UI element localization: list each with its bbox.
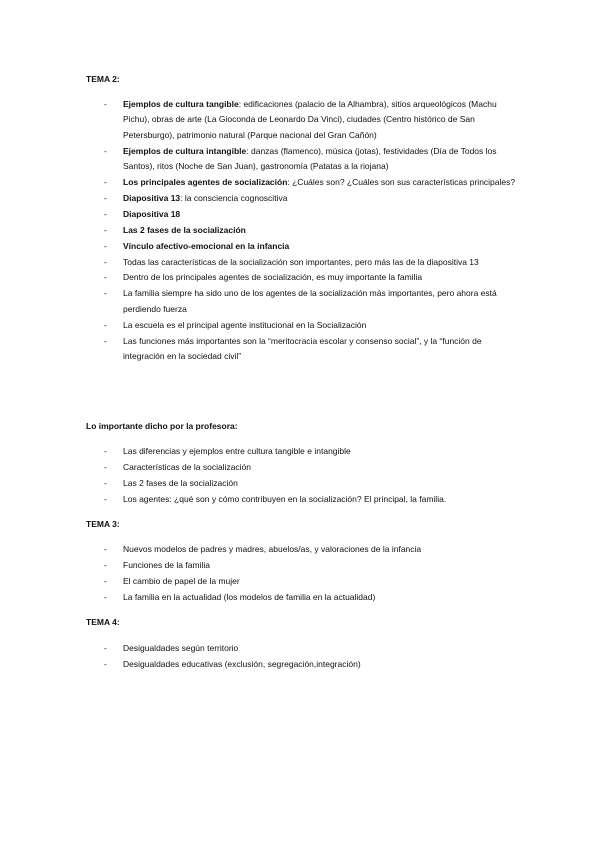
- item-text: Todas las características de la socialización son importantes, pero más las de la diapositiva 13: [123, 256, 479, 267]
- list-item: - Los agentes: ¿qué son y cómo contribuyen en la socialización? El principal, la familia.: [104, 492, 516, 507]
- list-item: - Características de la socialización: [104, 460, 516, 475]
- item-text: : ¿Cuáles son? ¿Cuáles son sus características principales?: [287, 177, 516, 188]
- importante-list: [104, 444, 516, 508]
- tema2-heading: TEMA 2:: [86, 74, 120, 84]
- item-bold-text: Las 2 fases de la socialización: [123, 224, 246, 235]
- tema4-heading: TEMA 4:: [86, 617, 120, 627]
- list-item: - Desigualdades educativas (exclusión, segregación,integración): [104, 657, 516, 672]
- list-item: - Las 2 fases de la socialización: [104, 476, 516, 491]
- item-text: : edificaciones (palacio de la Alhambra), sitios arqueológicos (Machu Pichu), obras de arte (La Gioconda de Leonardo Da Vinci), ciudades (Centro histórico de San Petersburgo), patrimonio natural (Parque nacional del Gran Cañón): [123, 99, 497, 140]
- tema3-heading: TEMA 3:: [86, 519, 120, 529]
- list-item: [104, 191, 516, 206]
- item-text: La familia siempre ha sido uno de los agentes de la socialización más importantes, pero ahora está perdiendo fuerza: [123, 288, 497, 314]
- list-item: [104, 286, 516, 317]
- item-bold-text: Los principales agentes de socialización: [123, 177, 288, 188]
- item-text: La escuela es el principal agente institucional en la Socialización: [123, 319, 367, 330]
- tema2-list: [104, 97, 516, 365]
- list-item: - El cambio de papel de la mujer: [104, 574, 516, 589]
- list-item: [104, 239, 516, 254]
- list-item: [104, 144, 516, 175]
- item-bold-text: Ejemplos de cultura intangible: [123, 145, 247, 156]
- item-text: : danzas (flamenco), música (jotas), festividades (Día de Todos los Santos), ritos (Noche de San Juan), gastronomía (Patatas a la riojana): [123, 145, 497, 172]
- item-text: : la consciencia cognoscitiva: [180, 192, 288, 203]
- item-text: Dentro de los principales agentes de socialización, es muy importante la familia: [123, 272, 423, 283]
- list-item: - Desigualdades según territorio: [104, 641, 516, 656]
- list-item: - La familia en la actualidad (los modelos de familia en la actualidad): [104, 590, 516, 605]
- list-item: [104, 97, 516, 143]
- list-item: [104, 334, 516, 365]
- item-bold-text: Ejemplos de cultura tangible: [123, 99, 239, 109]
- item-bold-text: Diapositiva 13: [123, 192, 181, 203]
- item-bold-text: Vínculo afectivo-emocional en la infancia: [123, 240, 290, 251]
- item-text: Las funciones más importantes son la “meritocracia escolar y consenso social”, y la “función de integración en la sociedad civil”: [123, 335, 482, 361]
- tema4-list: [104, 641, 516, 673]
- tema3-list: [104, 542, 516, 606]
- list-item: [104, 223, 516, 238]
- list-item: - Nuevos modelos de padres y madres, abuelos/as, y valoraciones de la infancia: [104, 542, 516, 557]
- list-item: [104, 207, 516, 222]
- importante-heading: Lo importante dicho por la profesora:: [86, 421, 238, 431]
- item-bold-text: Diapositiva 18: [123, 208, 181, 219]
- list-item: - Las diferencias y ejemplos entre cultura tangible e intangible: [104, 444, 516, 459]
- list-item: [104, 270, 516, 285]
- list-item: - Funciones de la familia: [104, 558, 516, 573]
- list-item: [104, 318, 516, 333]
- list-item: [104, 255, 516, 270]
- list-item: [104, 175, 516, 190]
